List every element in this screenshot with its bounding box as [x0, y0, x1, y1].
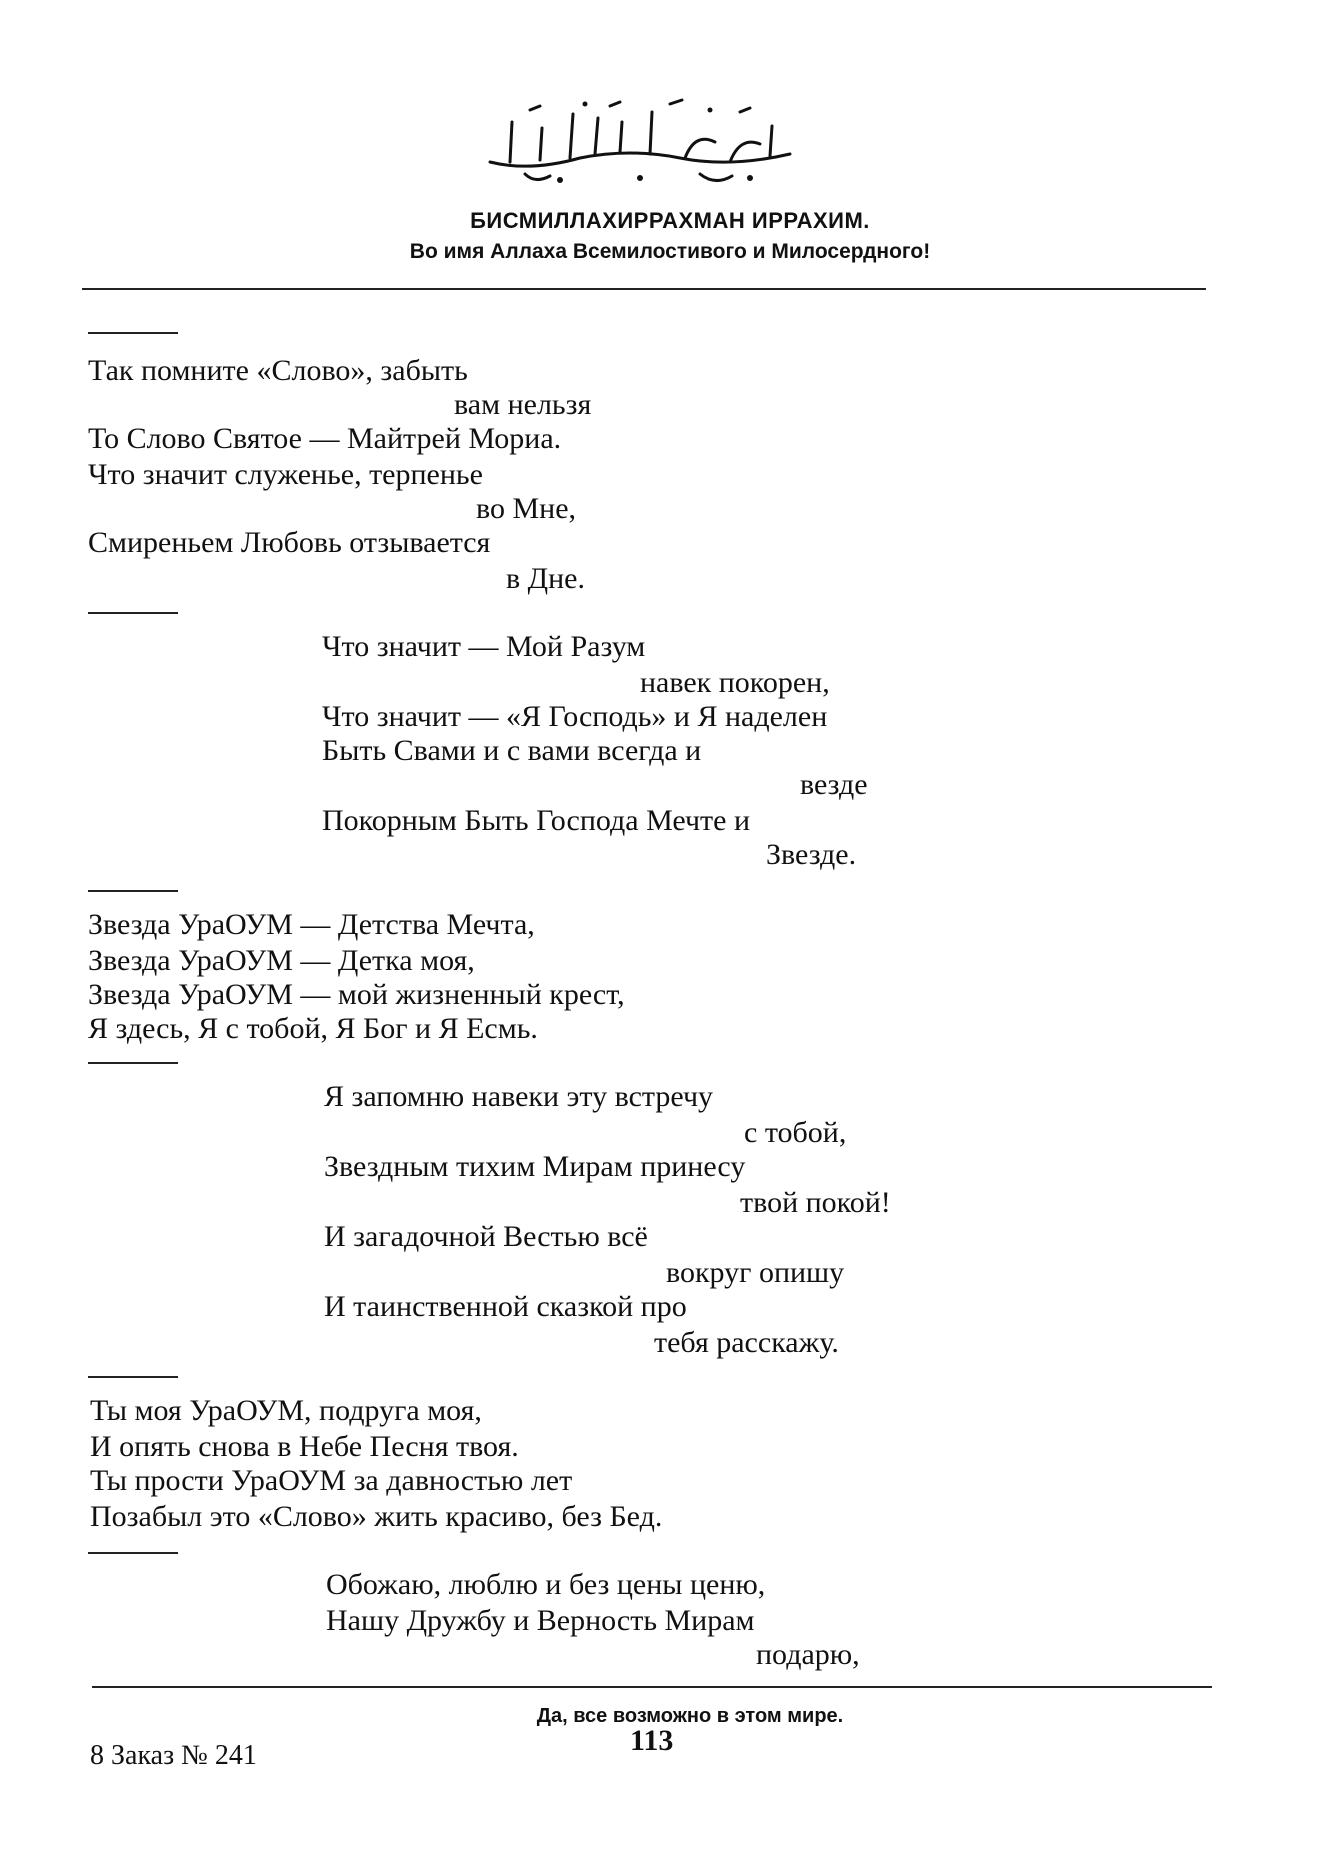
footer-note: Да, все возможно в этом мире.	[536, 1705, 844, 1727]
stanza-divider	[88, 1062, 178, 1064]
verse-line: в Дне.	[506, 562, 585, 595]
verse-line: с тобой,	[744, 1116, 847, 1149]
verse-line: Что значит — Мой Разум	[322, 630, 646, 663]
verse-line: Нашу Дружбу и Верность Мирам	[326, 1604, 755, 1637]
stanza-divider	[88, 1552, 178, 1554]
verse-line: подарю,	[756, 1638, 860, 1671]
verse-line: Обожаю, люблю и без цены ценю,	[326, 1568, 766, 1601]
verse-line: Звезде.	[766, 838, 857, 871]
verse-line: Я запомню навеки эту встречу	[324, 1080, 714, 1113]
verse-line: Покорным Быть Господа Мечте и	[322, 804, 751, 837]
verse-line: Что значит — «Я Господь» и Я наделен	[322, 700, 828, 733]
verse-line: навек покорен,	[640, 666, 830, 699]
header-subtitle: Во имя Аллаха Всемилостивого и Милосердного!	[409, 240, 931, 263]
verse-line: Ты моя УраОУМ, подруга моя,	[90, 1394, 482, 1427]
verse-line: Звезда УраОУМ — мой жизненный крест,	[88, 978, 625, 1011]
footer-divider	[92, 1686, 1212, 1688]
stanza-divider	[88, 890, 178, 892]
bismillah-calligraphy	[470, 92, 810, 192]
order-number: 8 Заказ № 241	[90, 1740, 257, 1771]
verse-line: везде	[800, 768, 868, 801]
stanza-divider	[88, 332, 178, 334]
verse-line: Звезда УраОУМ — Детства Мечта,	[88, 908, 535, 941]
verse-line: То Слово Святое — Майтрей Мориа.	[88, 422, 562, 455]
verse-line: во Мне,	[476, 492, 577, 525]
verse-line: И опять снова в Небе Песня твоя.	[90, 1430, 519, 1463]
verse-line: Звездным тихим Мирам принесу	[324, 1150, 746, 1183]
verse-line: вокруг опишу	[666, 1256, 845, 1289]
verse-line: Я здесь, Я с тобой, Я Бог и Я Есмь.	[88, 1012, 538, 1045]
verse-line: твой покой!	[740, 1186, 891, 1219]
page-number: 113	[630, 1724, 674, 1757]
verse-line: Быть Свами и с вами всегда и	[322, 734, 702, 767]
header-divider	[82, 288, 1206, 290]
verse-line: Позабыл это «Слово» жить красиво, без Бед.	[90, 1500, 663, 1533]
verse-line: И загадочной Вестью всё	[324, 1220, 648, 1253]
verse-line: И таинственной сказкой про	[324, 1290, 687, 1323]
header-title: БИСМИЛЛАХИРРАХМАН ИРРАХИМ.	[470, 208, 870, 233]
verse-line: Звезда УраОУМ — Детка моя,	[88, 944, 475, 977]
verse-line: Что значит служенье, терпенье	[88, 458, 483, 491]
verse-line: вам нельзя	[454, 388, 592, 421]
verse-line: Так помните «Слово», забыть	[88, 354, 468, 387]
stanza-divider	[88, 612, 178, 614]
verse-line: Смиреньем Любовь отзывается	[88, 526, 491, 559]
verse-line: тебя расскажу.	[654, 1326, 839, 1359]
verse-line: Ты прости УраОУМ за давностью лет	[90, 1464, 573, 1497]
stanza-divider	[88, 1376, 178, 1378]
